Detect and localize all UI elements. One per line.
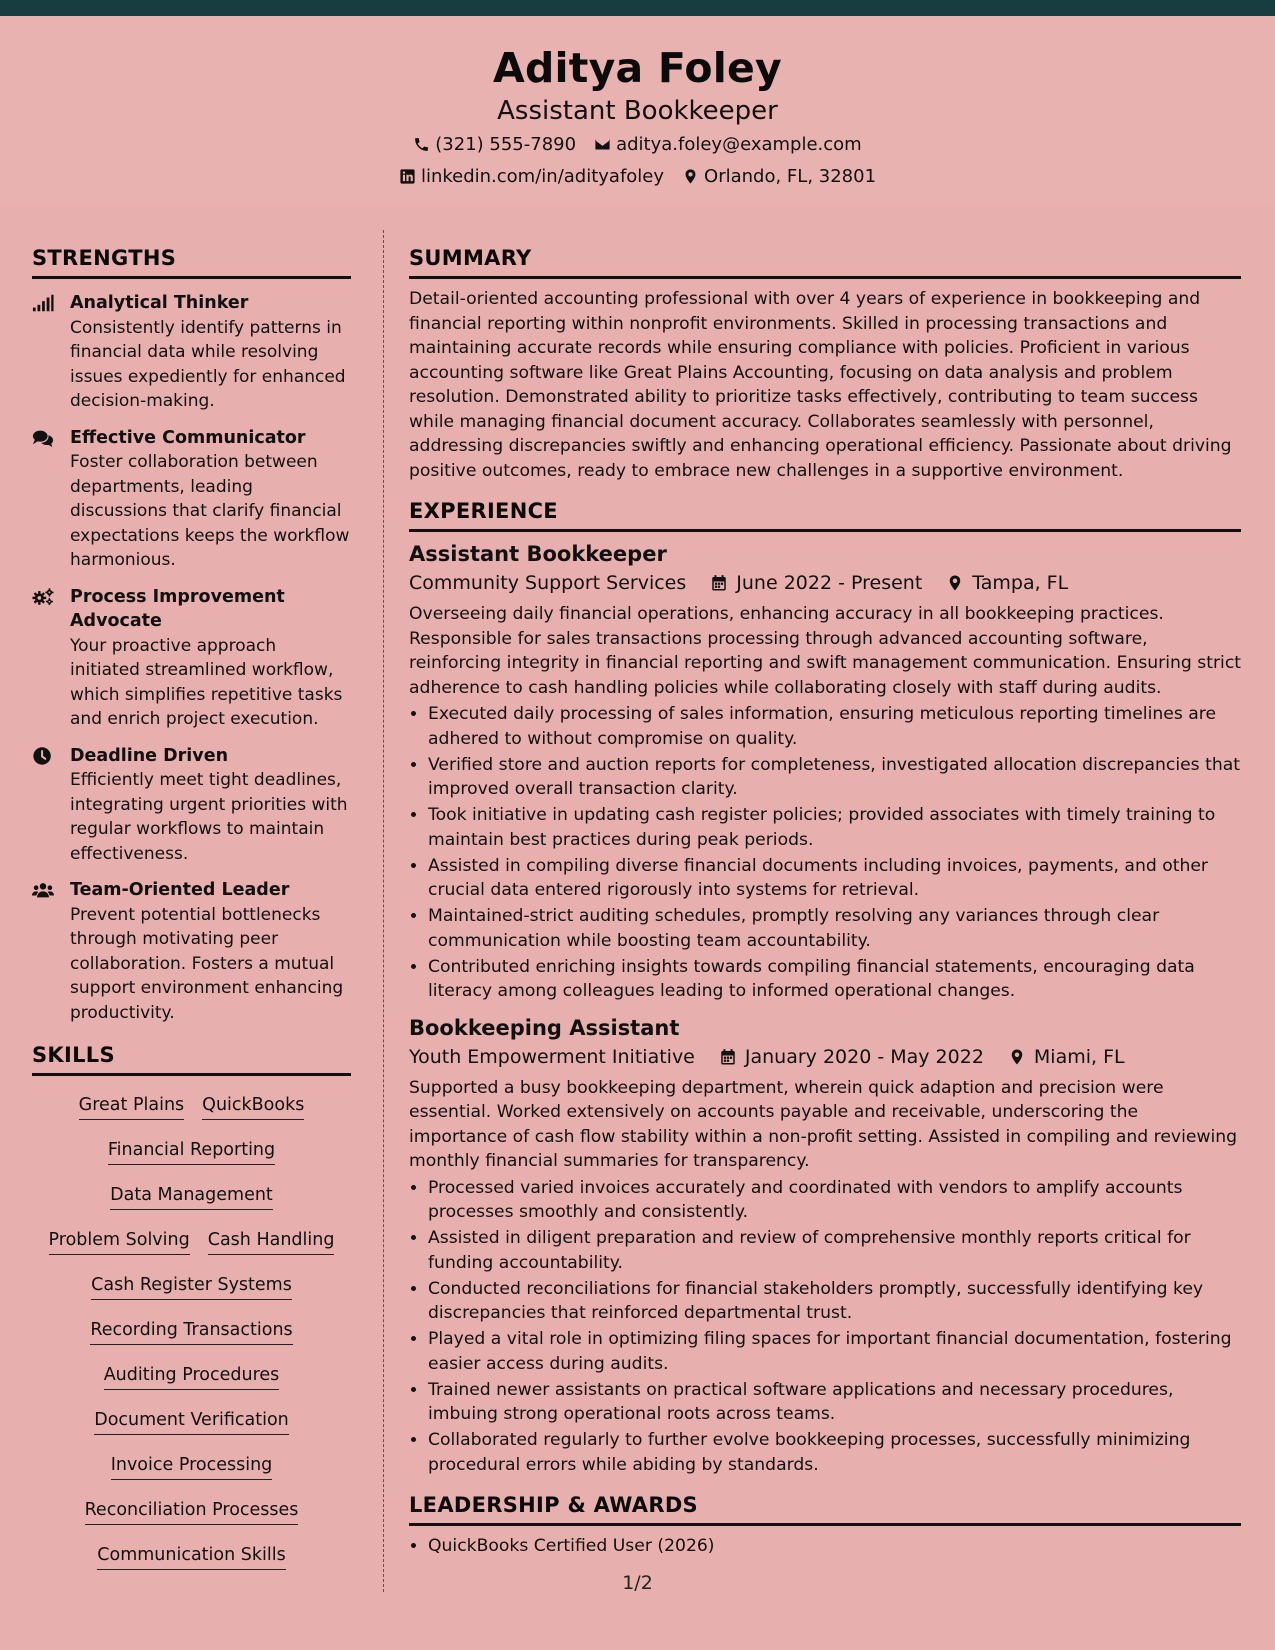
email-contact[interactable] — [594, 134, 862, 155]
candidate-name: Aditya Foley — [493, 44, 782, 92]
job-meta — [409, 1046, 1241, 1068]
phone-icon — [413, 136, 430, 153]
strength-item — [32, 291, 351, 414]
left-column — [32, 246, 351, 1589]
strength-item — [32, 744, 351, 867]
strength-title: Effective Communicator — [70, 427, 306, 448]
skill-tag: Great Plains — [79, 1094, 185, 1120]
job-entry — [409, 1016, 1241, 1478]
map-pin-icon — [1008, 1048, 1026, 1066]
strength-item — [32, 878, 351, 1025]
job-bullet: • Took initiative in updating cash register policies; provided associates with timely training to maintain best practices during peak periods. — [428, 803, 1241, 852]
skill-tag: Reconciliation Processes — [85, 1499, 299, 1525]
clock-icon — [32, 746, 54, 766]
map-pin-icon — [682, 168, 699, 185]
page-number: 1/2 — [622, 1572, 653, 1594]
skill-tag: Auditing Procedures — [104, 1364, 280, 1390]
job-bullet: • Played a vital role in optimizing filing spaces for important financial documentation, fostering easier access during audits. — [428, 1327, 1241, 1376]
skill-row — [32, 1094, 351, 1139]
job-title: Assistant Bookkeeper — [409, 542, 667, 566]
phone-text: (321) 555-7890 — [435, 134, 577, 155]
skill-row — [32, 1274, 351, 1319]
location-contact — [682, 166, 876, 187]
skill-tag: Cash Register Systems — [91, 1274, 292, 1300]
company-name: Youth Empowerment Initiative — [409, 1045, 695, 1068]
skill-tag: Invoice Processing — [111, 1454, 273, 1480]
resume-header — [0, 16, 1275, 204]
job-bullets — [409, 1176, 1241, 1478]
skill-row — [32, 1139, 351, 1184]
right-column — [409, 246, 1241, 1560]
linkedin-icon — [399, 168, 416, 185]
strength-title: Team-Oriented Leader — [70, 880, 290, 900]
skill-tag: Problem Solving — [49, 1229, 190, 1255]
job-bullet: • Contributed enriching insights towards compiling financial statements, encouraging data literacy among colleagues leading to informed operational changes. — [428, 955, 1241, 1004]
job-dates: January 2020 - May 2022 — [744, 1045, 984, 1068]
skill-tag: Data Management — [110, 1184, 273, 1210]
job-dates: June 2022 - Present — [736, 572, 923, 594]
experience-section — [409, 499, 1241, 1477]
job-bullet: • Assisted in diligent preparation and review of comprehensive monthly reports critical for funding accountability. — [428, 1226, 1241, 1275]
top-accent-bar — [0, 0, 1275, 16]
skill-tag: Recording Transactions — [90, 1319, 292, 1345]
job-location: Tampa, FL — [972, 572, 1069, 594]
skill-row — [32, 1184, 351, 1229]
job-meta — [409, 572, 1241, 594]
strength-description: Consistently identify patterns in financial data while resolving issues expediently for enhanced decision-making. — [70, 317, 346, 411]
skill-row — [32, 1454, 351, 1499]
summary-text: Detail-oriented accounting professional with over 4 years of experience in bookkeeping and financial reporting within nonprofit environments. Skilled in processing transactions and maintaining accurate records while ensuring compliance with policies. Proficient in various accounting software like Great Plains Accounting, focusing on data analysis and problem resolution. Demonstrated ability to prioritize tasks effectively, contributing to team success while managing financial document accuracy. Collaborates seamlessly with personnel, addressing discrepancies swiftly and enhancing operational efficiency. Passionate about driving positive outcomes, ready to embrace new challenges in a supportive environment. — [409, 289, 1232, 481]
signal-bars-icon — [32, 293, 54, 313]
skills-section — [32, 1043, 351, 1589]
job-bullet: • Processed varied invoices accurately and coordinated with vendors to amplify accounts processes smoothly and consistently. — [428, 1176, 1241, 1225]
phone-contact — [413, 134, 576, 155]
column-divider — [383, 230, 384, 1592]
skill-row — [32, 1319, 351, 1364]
calendar-icon — [719, 1048, 737, 1066]
job-location: Miami, FL — [1033, 1045, 1125, 1068]
skill-tag: QuickBooks — [202, 1094, 304, 1120]
strength-description: Foster collaboration between departments, leading discussions that clarify financial expectations keeps the workflow harmonious. — [70, 452, 350, 570]
email-text: aditya.foley@example.com — [616, 134, 862, 155]
summary-heading: SUMMARY — [409, 246, 1241, 279]
skill-tag: Cash Handling — [208, 1229, 335, 1255]
job-bullet: • Trained newer assistants on practical software applications and necessary procedures, imbuing strong operational roots across teams. — [428, 1378, 1241, 1427]
company-name: Community Support Services — [409, 572, 687, 594]
job-bullet: • Maintained-strict auditing schedules, promptly resolving any variances through clear communication while boosting team accountability. — [428, 904, 1241, 953]
users-icon — [32, 880, 54, 900]
skill-tag: Document Verification — [94, 1409, 289, 1435]
linkedin-contact[interactable] — [399, 166, 664, 187]
skill-tag: Financial Reporting — [108, 1139, 275, 1165]
strength-description: Prevent potential bottlenecks through motivating peer collaboration. Fosters a mutual support environment enhancing productivity. — [70, 904, 344, 1023]
skills-heading: SKILLS — [32, 1043, 351, 1076]
skill-row — [32, 1499, 351, 1544]
job-bullet: • Assisted in compiling diverse financial documents including invoices, payments, and other crucial data entered rigorously into systems for retrieval. — [428, 854, 1241, 903]
experience-heading: EXPERIENCE — [409, 499, 1241, 532]
location-text: Orlando, FL, 32801 — [704, 166, 877, 187]
envelope-icon — [594, 136, 611, 153]
awards-section — [409, 1493, 1241, 1559]
awards-heading: LEADERSHIP & AWARDS — [409, 1493, 1241, 1526]
contact-row-2 — [0, 166, 1275, 187]
job-bullet: • Executed daily processing of sales information, ensuring meticulous reporting timelines are adhered to without compromise on quality. — [428, 702, 1241, 751]
chat-bubbles-icon — [32, 428, 54, 448]
strength-title: Deadline Driven — [70, 745, 229, 766]
awards-list — [409, 1534, 1241, 1559]
linkedin-text: linkedin.com/in/adityafoley — [420, 166, 665, 187]
job-description: Supported a busy bookkeeping department, wherein quick adaption and precision were essential. Worked extensively on accounts payable and receivable, underscoring the importance of cash flow stability within a non-profit setting. Assisted in compiling and reviewing monthly financial summaries for transparency. — [409, 1077, 1238, 1171]
job-title: Bookkeeping Assistant — [409, 1015, 680, 1040]
award-item: • QuickBooks Certified User (2026) — [428, 1534, 1241, 1559]
job-bullet: • Collaborated regularly to further evolve bookkeeping processes, successfully minimizing procedural errors while abiding by standards. — [428, 1428, 1241, 1477]
map-pin-icon — [946, 574, 964, 592]
strength-description: Efficiently meet tight deadlines, integrating urgent priorities with regular workflows to maintain effectiveness. — [70, 770, 348, 864]
strength-item — [32, 585, 351, 732]
skill-row — [32, 1229, 351, 1274]
strength-item — [32, 426, 351, 573]
gears-icon — [32, 587, 54, 607]
job-bullets — [409, 702, 1241, 1004]
contact-row-1 — [0, 134, 1275, 155]
strength-title: Analytical Thinker — [70, 293, 249, 313]
strength-title: Process Improvement Advocate — [70, 586, 285, 631]
skill-row — [32, 1364, 351, 1409]
skill-tag: Communication Skills — [97, 1544, 285, 1570]
strength-description: Your proactive approach initiated streamlined workflow, which simplifies repetitive tasks and enrich project execution. — [70, 635, 343, 729]
candidate-title: Assistant Bookkeeper — [497, 96, 778, 126]
calendar-icon — [710, 574, 728, 592]
job-bullet: • Verified store and auction reports for completeness, investigated allocation discrepancies that improved overall transaction clarity. — [428, 753, 1241, 802]
job-bullet: • Conducted reconciliations for financial stakeholders promptly, successfully identifying key discrepancies that reinforced departmental trust. — [428, 1277, 1241, 1326]
job-description: Overseeing daily financial operations, enhancing accuracy in all bookkeeping practices. Responsible for sales transactions processing through advanced accounting software, reinforcing integrity in financial reporting and swift management communication. Ensuring strict adherence to cash handling policies while collaborating closely with staff during audits. — [409, 604, 1242, 698]
skill-row — [32, 1409, 351, 1454]
job-entry — [409, 542, 1241, 1004]
strengths-heading: STRENGTHS — [32, 246, 351, 279]
